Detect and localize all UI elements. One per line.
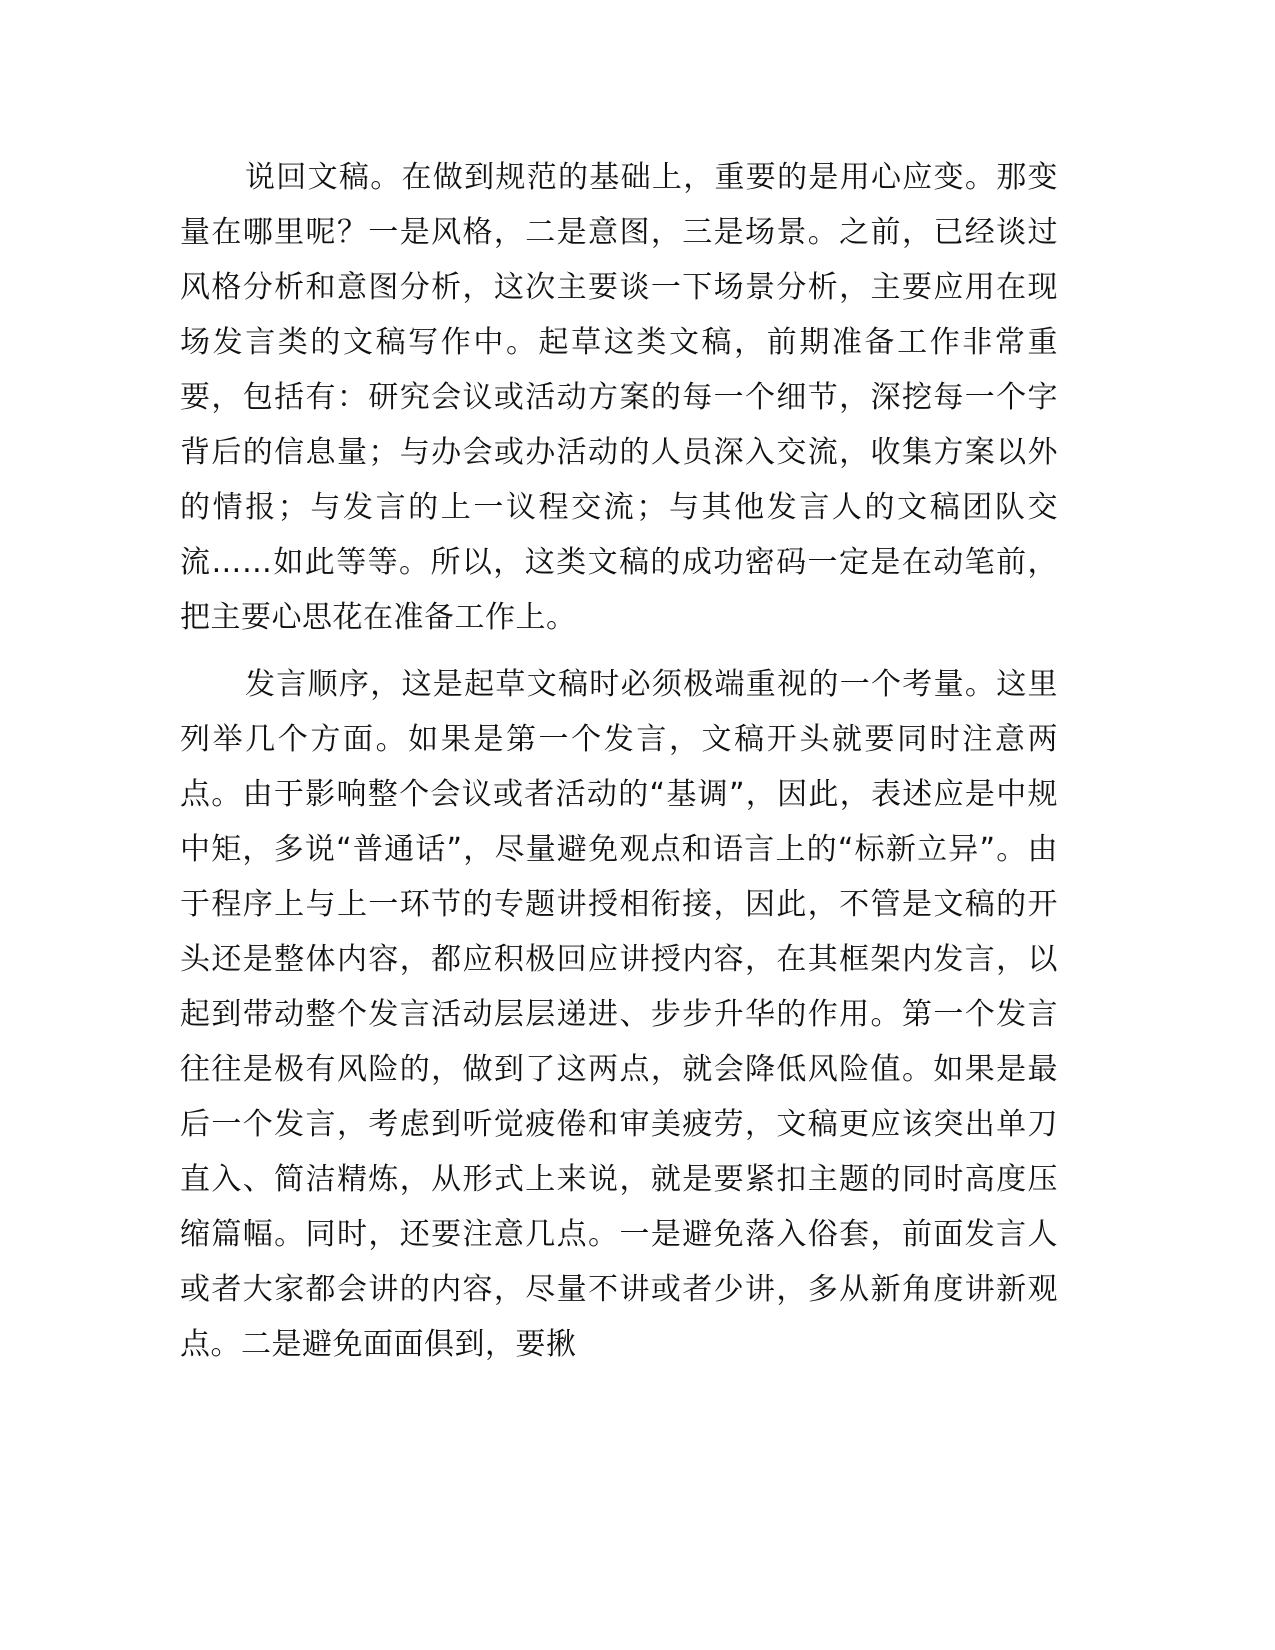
paragraph: 发言顺序，这是起草文稿时必须极端重视的一个考量。这里列举几个方面。如果是第一个发言，文稿开头就要同时注意两点。由于影响整个会议或者活动的“基调”，因此，表述应是中规中矩，多说“普通话”，尽量避免观点和语言上的“标新立异”。由于程序上与上一环节的专题讲授相衔接，因此，不管是文稿的开头还是整体内容，都应积极回应讲授内容，在其框架内发言，以起到带动整个发言活动层层递进、步步升华的作用。第一个发言往往是极有风险的，做到了这两点，就会降低风险值。如果是最后一个发言，考虑到听觉疲倦和审美疲劳，文稿更应该突出单刀直入、简洁精炼，从形式上来说，就是要紧扣主题的同时高度压缩篇幅。同时，还要注意几点。一是避免落入俗套，前面发言人或者大家都会讲的内容，尽量不讲或者少讲，多从新角度讲新观点。二是避免面面俱到，要揪 — [180, 667, 1058, 1362]
document-body — [180, 150, 1058, 1384]
paragraph: 说回文稿。在做到规范的基础上，重要的是用心应变。那变量在哪里呢？一是风格，二是意图，三是场景。之前，已经谈过风格分析和意图分析，这次主要谈一下场景分析，主要应用在现场发言类的文稿写作中。起草这类文稿，前期准备工作非常重要，包括有：研究会议或活动方案的每一个细节，深挖每一个字背后的信息量；与办会或办活动的人员深入交流，收集方案以外的情报；与发言的上一议程交流；与其他发言人的文稿团队交流……如此等等。所以，这类文稿的成功密码一定是在动笔前，把主要心思花在准备工作上。 — [180, 160, 1058, 635]
